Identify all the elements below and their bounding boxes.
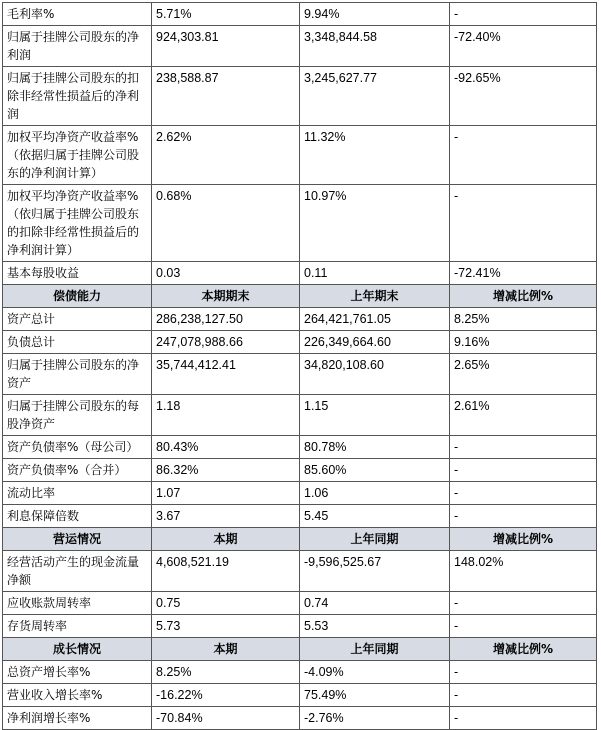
prior-value: -4.09% xyxy=(300,661,450,684)
current-value: 5.71% xyxy=(152,3,300,26)
prior-value: 11.32% xyxy=(300,126,450,185)
prior-value: -9,596,525.67 xyxy=(300,551,450,592)
prior-value: 3,245,627.77 xyxy=(300,67,450,126)
change-ratio: - xyxy=(450,684,597,707)
current-value: 4,608,521.19 xyxy=(152,551,300,592)
current-value: 0.68% xyxy=(152,185,300,262)
prior-value: 264,421,761.05 xyxy=(300,308,450,331)
change-ratio: - xyxy=(450,3,597,26)
current-value: 924,303.81 xyxy=(152,26,300,67)
row-label: 应收账款周转率 xyxy=(3,592,152,615)
current-value: 238,588.87 xyxy=(152,67,300,126)
section-header-row xyxy=(3,528,597,551)
change-ratio: - xyxy=(450,615,597,638)
prior-value: 0.11 xyxy=(300,262,450,285)
change-ratio: - xyxy=(450,661,597,684)
change-ratio: - xyxy=(450,505,597,528)
prior-value: 1.15 xyxy=(300,395,450,436)
row-label: 营业收入增长率% xyxy=(3,684,152,707)
change-ratio: -92.65% xyxy=(450,67,597,126)
section-header-cell: 增减比例% xyxy=(450,528,597,551)
current-value: -16.22% xyxy=(152,684,300,707)
table-row xyxy=(3,436,597,459)
row-label: 加权平均净资产收益率%（依归属于挂牌公司股东的扣除非经常性损益后的净利润计算） xyxy=(3,185,152,262)
financial-indicators-table xyxy=(2,2,597,730)
row-label: 资产负债率%（合并） xyxy=(3,459,152,482)
table-row xyxy=(3,26,597,67)
prior-value: 10.97% xyxy=(300,185,450,262)
table-row xyxy=(3,354,597,395)
section-header-cell: 本期期末 xyxy=(152,285,300,308)
table-row xyxy=(3,3,597,26)
change-ratio: - xyxy=(450,185,597,262)
prior-value: 34,820,108.60 xyxy=(300,354,450,395)
row-label: 流动比率 xyxy=(3,482,152,505)
table-row xyxy=(3,482,597,505)
current-value: 286,238,127.50 xyxy=(152,308,300,331)
change-ratio: 148.02% xyxy=(450,551,597,592)
current-value: 0.75 xyxy=(152,592,300,615)
change-ratio: -72.40% xyxy=(450,26,597,67)
row-label: 总资产增长率% xyxy=(3,661,152,684)
current-value: 5.73 xyxy=(152,615,300,638)
prior-value: 5.53 xyxy=(300,615,450,638)
table-row xyxy=(3,684,597,707)
row-label: 毛利率% xyxy=(3,3,152,26)
section-header-row xyxy=(3,638,597,661)
table-row xyxy=(3,505,597,528)
prior-value: 9.94% xyxy=(300,3,450,26)
section-header-cell: 上年同期 xyxy=(300,528,450,551)
prior-value: 3,348,844.58 xyxy=(300,26,450,67)
current-value: 1.07 xyxy=(152,482,300,505)
change-ratio: 8.25% xyxy=(450,308,597,331)
row-label: 归属于挂牌公司股东的扣除非经常性损益后的净利润 xyxy=(3,67,152,126)
prior-value: 226,349,664.60 xyxy=(300,331,450,354)
change-ratio: -72.41% xyxy=(450,262,597,285)
row-label: 资产总计 xyxy=(3,308,152,331)
row-label: 存货周转率 xyxy=(3,615,152,638)
prior-value: -2.76% xyxy=(300,707,450,730)
current-value: 2.62% xyxy=(152,126,300,185)
current-value: -70.84% xyxy=(152,707,300,730)
section-header-cell: 本期 xyxy=(152,528,300,551)
section-header-cell: 本期 xyxy=(152,638,300,661)
row-label: 基本每股收益 xyxy=(3,262,152,285)
table-row xyxy=(3,331,597,354)
change-ratio: 2.65% xyxy=(450,354,597,395)
prior-value: 75.49% xyxy=(300,684,450,707)
change-ratio: - xyxy=(450,592,597,615)
table-body xyxy=(3,3,597,730)
table-row xyxy=(3,308,597,331)
row-label: 归属于挂牌公司股东的净利润 xyxy=(3,26,152,67)
table-row xyxy=(3,615,597,638)
table-row xyxy=(3,395,597,436)
section-header-row xyxy=(3,285,597,308)
current-value: 1.18 xyxy=(152,395,300,436)
table-row xyxy=(3,707,597,730)
row-label: 负债总计 xyxy=(3,331,152,354)
section-header-cell: 营运情况 xyxy=(3,528,152,551)
row-label: 经营活动产生的现金流量净额 xyxy=(3,551,152,592)
row-label: 加权平均净资产收益率%（依据归属于挂牌公司股东的净利润计算） xyxy=(3,126,152,185)
row-label: 净利润增长率% xyxy=(3,707,152,730)
change-ratio: - xyxy=(450,707,597,730)
section-header-cell: 成长情况 xyxy=(3,638,152,661)
row-label: 资产负债率%（母公司） xyxy=(3,436,152,459)
current-value: 8.25% xyxy=(152,661,300,684)
section-header-cell: 上年同期 xyxy=(300,638,450,661)
prior-value: 0.74 xyxy=(300,592,450,615)
table-row xyxy=(3,185,597,262)
change-ratio: 2.61% xyxy=(450,395,597,436)
table-row xyxy=(3,262,597,285)
row-label: 利息保障倍数 xyxy=(3,505,152,528)
section-header-cell: 偿债能力 xyxy=(3,285,152,308)
current-value: 86.32% xyxy=(152,459,300,482)
current-value: 247,078,988.66 xyxy=(152,331,300,354)
change-ratio: - xyxy=(450,482,597,505)
table-row xyxy=(3,551,597,592)
prior-value: 85.60% xyxy=(300,459,450,482)
row-label: 归属于挂牌公司股东的净资产 xyxy=(3,354,152,395)
table-row xyxy=(3,126,597,185)
change-ratio: 9.16% xyxy=(450,331,597,354)
prior-value: 1.06 xyxy=(300,482,450,505)
current-value: 3.67 xyxy=(152,505,300,528)
change-ratio: - xyxy=(450,126,597,185)
section-header-cell: 上年期末 xyxy=(300,285,450,308)
current-value: 80.43% xyxy=(152,436,300,459)
section-header-cell: 增减比例% xyxy=(450,638,597,661)
table-row xyxy=(3,459,597,482)
current-value: 0.03 xyxy=(152,262,300,285)
prior-value: 5.45 xyxy=(300,505,450,528)
table-row xyxy=(3,67,597,126)
current-value: 35,744,412.41 xyxy=(152,354,300,395)
row-label: 归属于挂牌公司股东的每股净资产 xyxy=(3,395,152,436)
table-row xyxy=(3,592,597,615)
section-header-cell: 增减比例% xyxy=(450,285,597,308)
change-ratio: - xyxy=(450,436,597,459)
change-ratio: - xyxy=(450,459,597,482)
table-row xyxy=(3,661,597,684)
prior-value: 80.78% xyxy=(300,436,450,459)
